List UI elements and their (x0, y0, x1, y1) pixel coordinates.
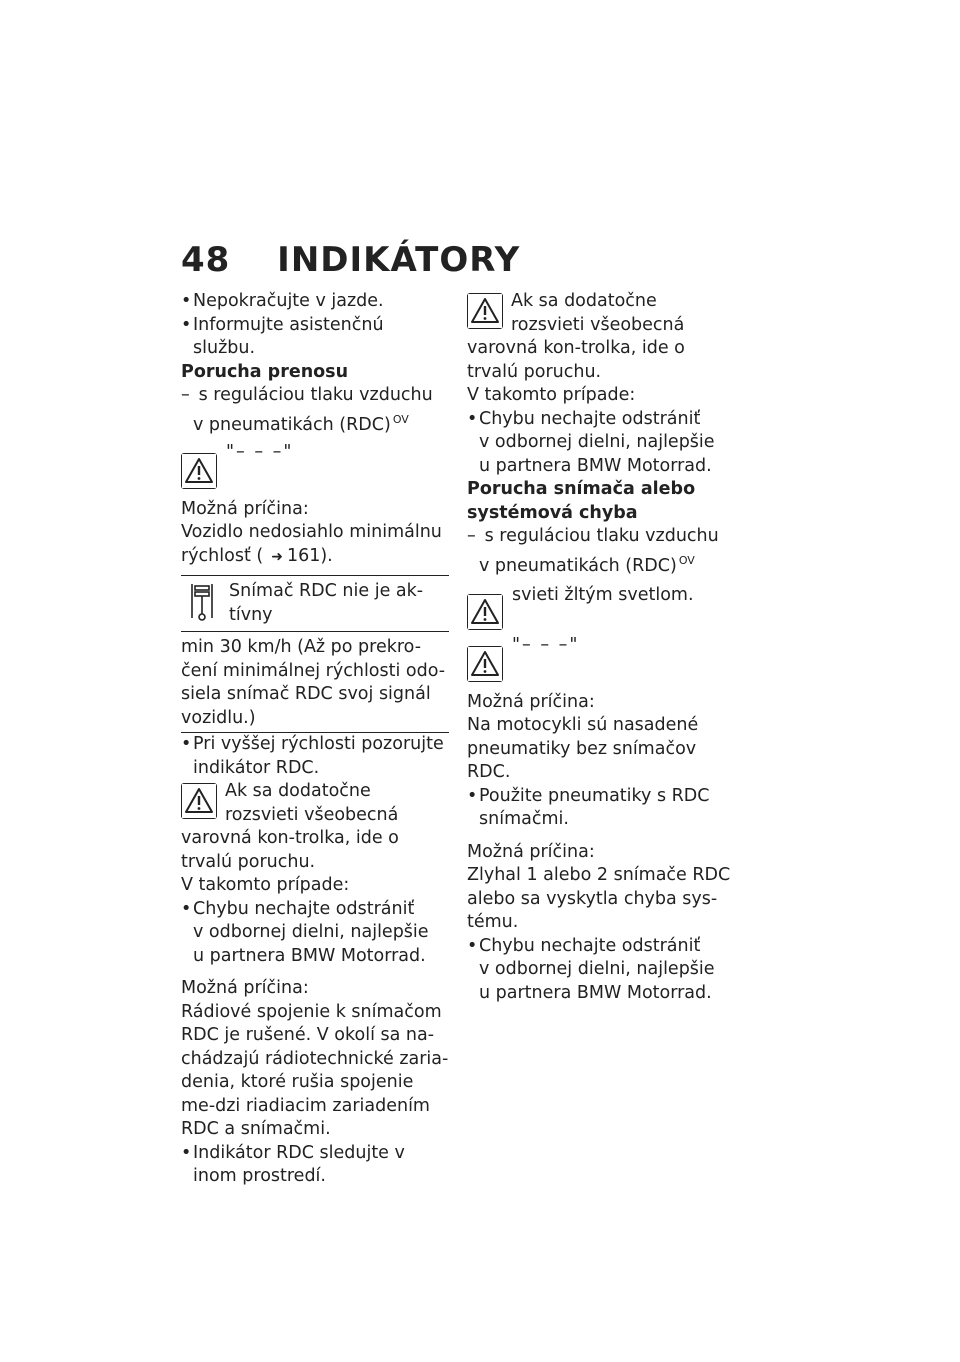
bullet-item: • Chybu nechajte odstrániť (181, 898, 449, 922)
cause-text: Na motocykli sú nasadené pneumatiky bez snímačov RDC. (467, 715, 699, 783)
dash-item (181, 384, 449, 408)
yellow-warning-row (467, 584, 735, 630)
warning-row (467, 636, 735, 682)
bullet-item: • Pri vyššej rýchlosti pozorujte indikátor RDC. (181, 733, 449, 780)
warning-triangle-icon (181, 783, 217, 819)
warning-paragraph (467, 290, 735, 384)
warning-triangle-icon (467, 646, 503, 682)
bullet-item: • Použite pneumatiky s RDC (467, 785, 735, 809)
page-heading (181, 240, 520, 280)
cause-label: Možná príčina: (467, 841, 595, 862)
cause-label: Možná príčina: (467, 691, 595, 712)
warning-text: Ak sa dodatočne rozsvieti všeobecná varovná kon-trolka, ide o trvalú poruchu. (181, 781, 399, 872)
in-case-label: V takomto prípade: (181, 875, 350, 896)
display-codes: "– – –" (512, 634, 580, 655)
sensor-text: Snímač RDC nie je ak-tívny (229, 581, 424, 625)
bullet-cont: u partnera BMW Motorrad. (193, 945, 426, 966)
page-number: 48 (181, 240, 231, 280)
dash-item (467, 525, 735, 549)
page-title: INDIKÁTORY (277, 240, 521, 280)
warning-triangle-icon (467, 293, 503, 329)
bullet-item: • Chybu nechajte odstrániť (467, 935, 735, 959)
warning-triangle-icon (467, 594, 503, 630)
dash-item-cont (181, 408, 449, 437)
bullet-item: • Nepokračujte v jazde. (181, 290, 449, 314)
dash-text-cont: v pneumatikách (RDC) (193, 414, 391, 435)
warning-paragraph (181, 780, 449, 874)
page-reference-arrow-icon: ➜ (271, 548, 283, 565)
cause-text-ref: rýchlosť ( ➜ 161). (181, 545, 333, 566)
bullet-cont: v odbornej dielni, najlepšie (479, 432, 715, 452)
warning-text: Ak sa dodatočne rozsvieti všeobecná varovná kon-trolka, ide o trvalú poruchu. (467, 291, 685, 382)
yellow-text: svieti žltým svetlom. (512, 584, 694, 605)
dash-text-cont: v pneumatikách (RDC) (479, 555, 677, 576)
sensor-info-box (181, 575, 449, 733)
bullet-cont: snímačmi. (479, 809, 569, 830)
warning-triangle-icon (181, 453, 217, 489)
bullet-item: • Indikátor RDC sledujte v inom prostredí. (181, 1142, 449, 1189)
cause-text: Rádiové spojenie k snímačom RDC je rušené. V okolí sa na-chádzajú rádiotechnické zaria-denia, ktoré rušia spojenie me-dzi riadiacim zariadením RDC a snímačmi. (181, 1001, 449, 1140)
dash-text: s reguláciou tlaku vzduchu (198, 385, 433, 405)
warning-row (181, 443, 449, 489)
bullet-cont: u partnera BMW Motorrad. (479, 455, 712, 476)
sensor-note: min 30 km/h (Až po prekro-čení minimálnej rýchlosti odo-siela snímač RDC svoj signál vozidlu.) (181, 637, 446, 728)
cause-label: Možná príčina: (181, 978, 309, 999)
sensor-row (181, 576, 449, 632)
bullet-item: • Chybu nechajte odstrániť (467, 408, 735, 432)
cause-label: Možná príčina: (181, 498, 309, 519)
right-column (467, 290, 735, 1005)
dash-text: s reguláciou tlaku vzduchu (484, 526, 719, 546)
bullet-cont: v odbornej dielni, najlepšie (193, 922, 429, 943)
section-heading: Porucha snímača alebo systémová chyba (467, 479, 696, 523)
bullet-item: • Informujte asistenčnú službu. (181, 314, 449, 361)
left-column (181, 290, 449, 1189)
bullet-cont: u partnera BMW Motorrad. (479, 982, 712, 1003)
page-ref: 161). (286, 545, 333, 566)
dash-item-cont (467, 549, 735, 578)
rdc-sensor-icon (181, 580, 221, 624)
cause-text: Zlyhal 1 alebo 2 snímače RDC alebo sa vyskytla chyba sys-tému. (467, 865, 731, 933)
display-codes: "– – –" (226, 441, 294, 462)
ov-superscript: OV (678, 553, 695, 567)
ov-superscript: OV (392, 412, 409, 426)
section-heading: Porucha prenosu (181, 361, 349, 382)
cause-text: Vozidlo nedosiahlo minimálnu (181, 522, 442, 543)
bullet-cont: v odbornej dielni, najlepšie (479, 959, 715, 980)
in-case-label: V takomto prípade: (467, 385, 636, 405)
